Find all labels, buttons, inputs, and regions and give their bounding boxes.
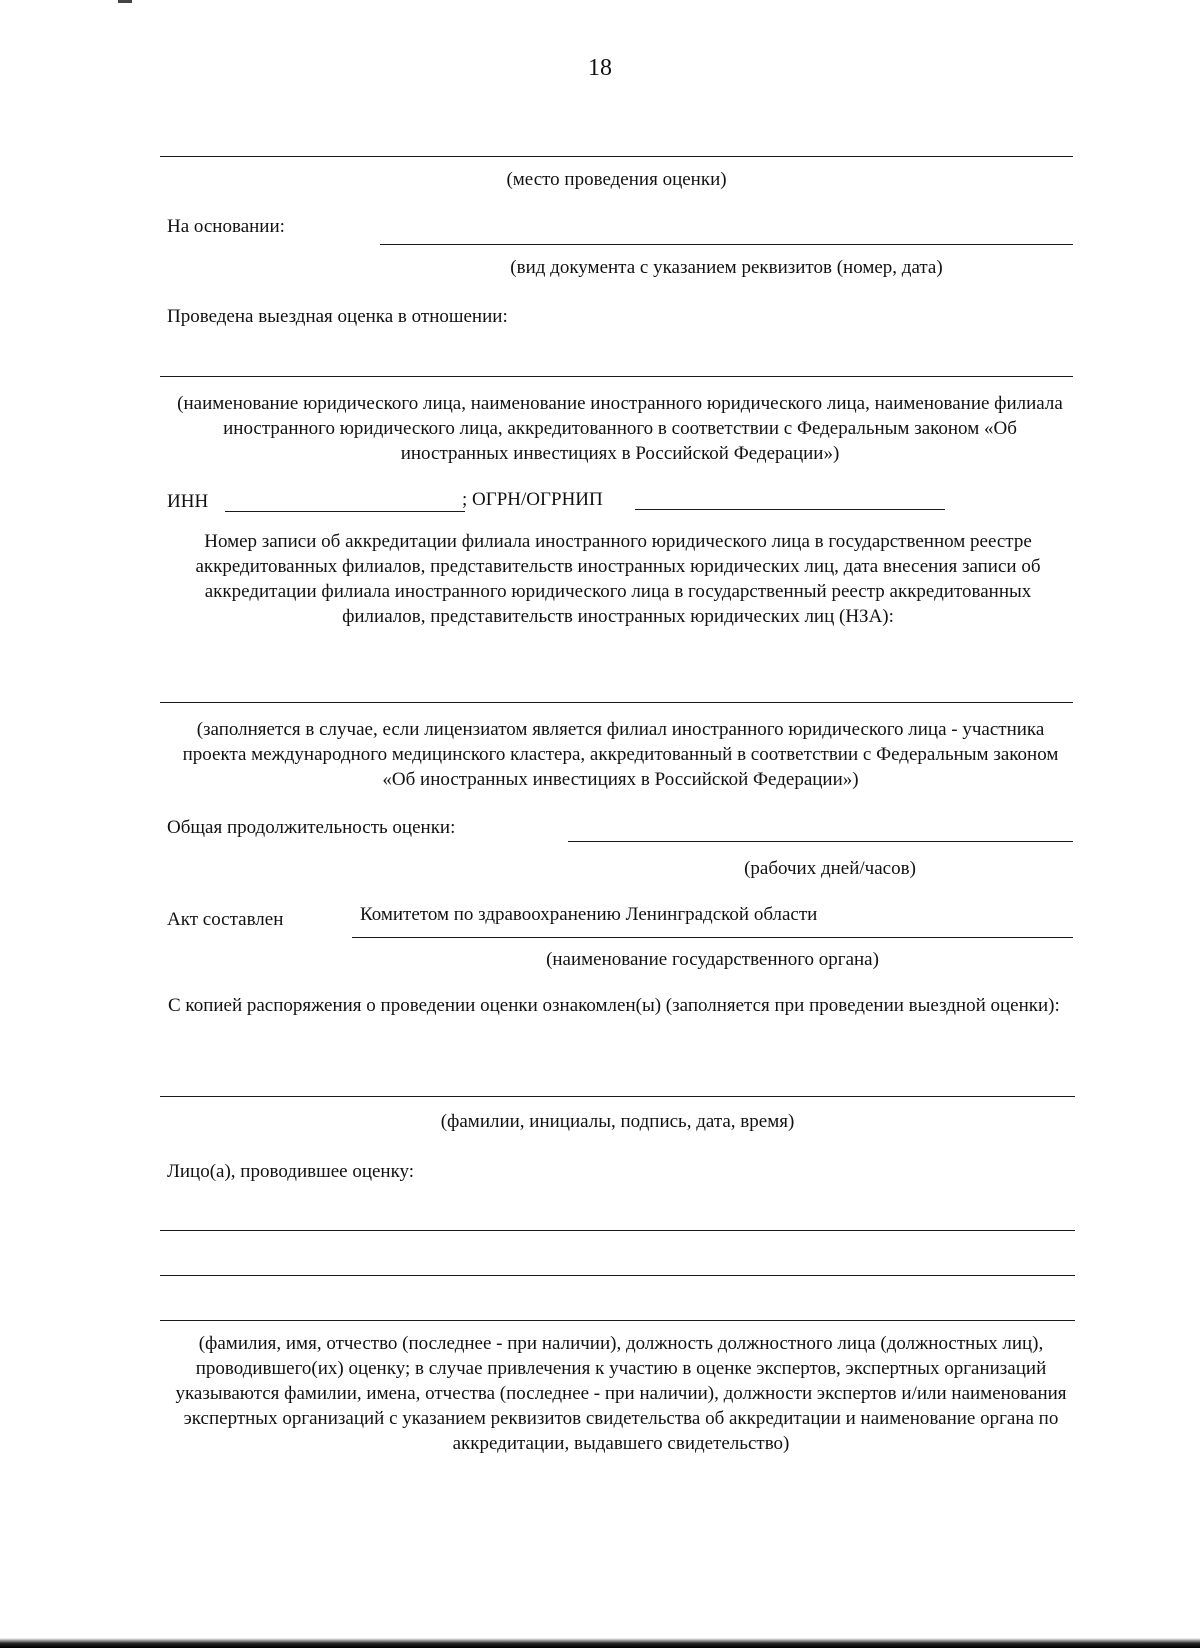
- accreditation-caption: (заполняется в случае, если лицензиатом является филиал иностранного юридического лица - участника проекта международного медицинского кластера, аккредитованный в соответствии с Федеральным законом «Об иностранных инвестициях в Российской Федерации»): [182, 719, 1059, 790]
- scan-bottom-edge: [0, 1638, 1200, 1648]
- entity-line: [160, 376, 1073, 377]
- persons-line-2: [160, 1275, 1075, 1276]
- place-caption: (место проведения оценки): [506, 169, 727, 190]
- duration-label: Общая продолжительность оценки:: [167, 817, 456, 838]
- act-line: [352, 937, 1073, 938]
- basis-label: На основании:: [167, 216, 285, 237]
- inn-line: [225, 511, 465, 512]
- entity-caption: (наименование юридического лица, наименование иностранного юридического лица, наименование филиала иностранного юридического лица, аккредитованного в соответствии с Федеральным законом «Об иностранных инвестициях в Российской Федерации»): [177, 393, 1063, 464]
- accreditation-heading: Номер записи об аккредитации филиала иностранного юридического лица в государственном реестре аккредитованных филиалов, представительств иностранных юридических лиц, дата внесения записи об аккредитации филиала иностранного юридического лица в государственный реестр аккредитованных филиалов, представительств иностранных юридических лиц (НЗА):: [195, 531, 1041, 627]
- scan-mark: [118, 0, 132, 3]
- copy-caption: (фамилии, инициалы, подпись, дата, время): [440, 1111, 795, 1132]
- persons-line-3: [160, 1320, 1075, 1321]
- place-line: [160, 156, 1073, 157]
- basis-line: [380, 244, 1073, 245]
- act-label: Акт составлен: [167, 909, 284, 930]
- copy-text: С копией распоряжения о проведении оценки ознакомлен(ы) (заполняется при проведении выездной оценки):: [168, 995, 1060, 1016]
- page-number: 18: [588, 55, 612, 81]
- conducted-label: Проведена выездная оценка в отношении:: [167, 306, 508, 327]
- accreditation-line: [160, 702, 1073, 703]
- persons-line-1: [160, 1230, 1075, 1231]
- ogrn-label: ; ОГРН/ОГРНИП: [462, 489, 603, 510]
- duration-caption: (рабочих дней/часов): [744, 858, 916, 879]
- ogrn-line: [635, 509, 945, 510]
- act-caption: (наименование государственного органа): [546, 949, 879, 970]
- basis-caption: (вид документа с указанием реквизитов (номер, дата): [510, 257, 943, 278]
- persons-caption: (фамилия, имя, отчество (последнее - при наличии), должность должностного лица (должностных лиц), проводившего(их) оценку; в случае привлечения к участию в оценке экспертов, экспертных организаций указываются фамилии, имена, отчества (последнее - при наличии), должности экспертов и/или наименования экспертных организаций с указанием реквизитов свидетельства об аккредитации и наименование органа по аккредитации, выдавшего свидетельство): [175, 1333, 1067, 1454]
- inn-label: ИНН: [167, 491, 209, 512]
- persons-label: Лицо(а), проводившее оценку:: [167, 1161, 415, 1182]
- copy-line: [160, 1096, 1075, 1097]
- duration-line: [568, 841, 1073, 842]
- act-value: Комитетом по здравоохранению Ленинградской области: [360, 904, 818, 925]
